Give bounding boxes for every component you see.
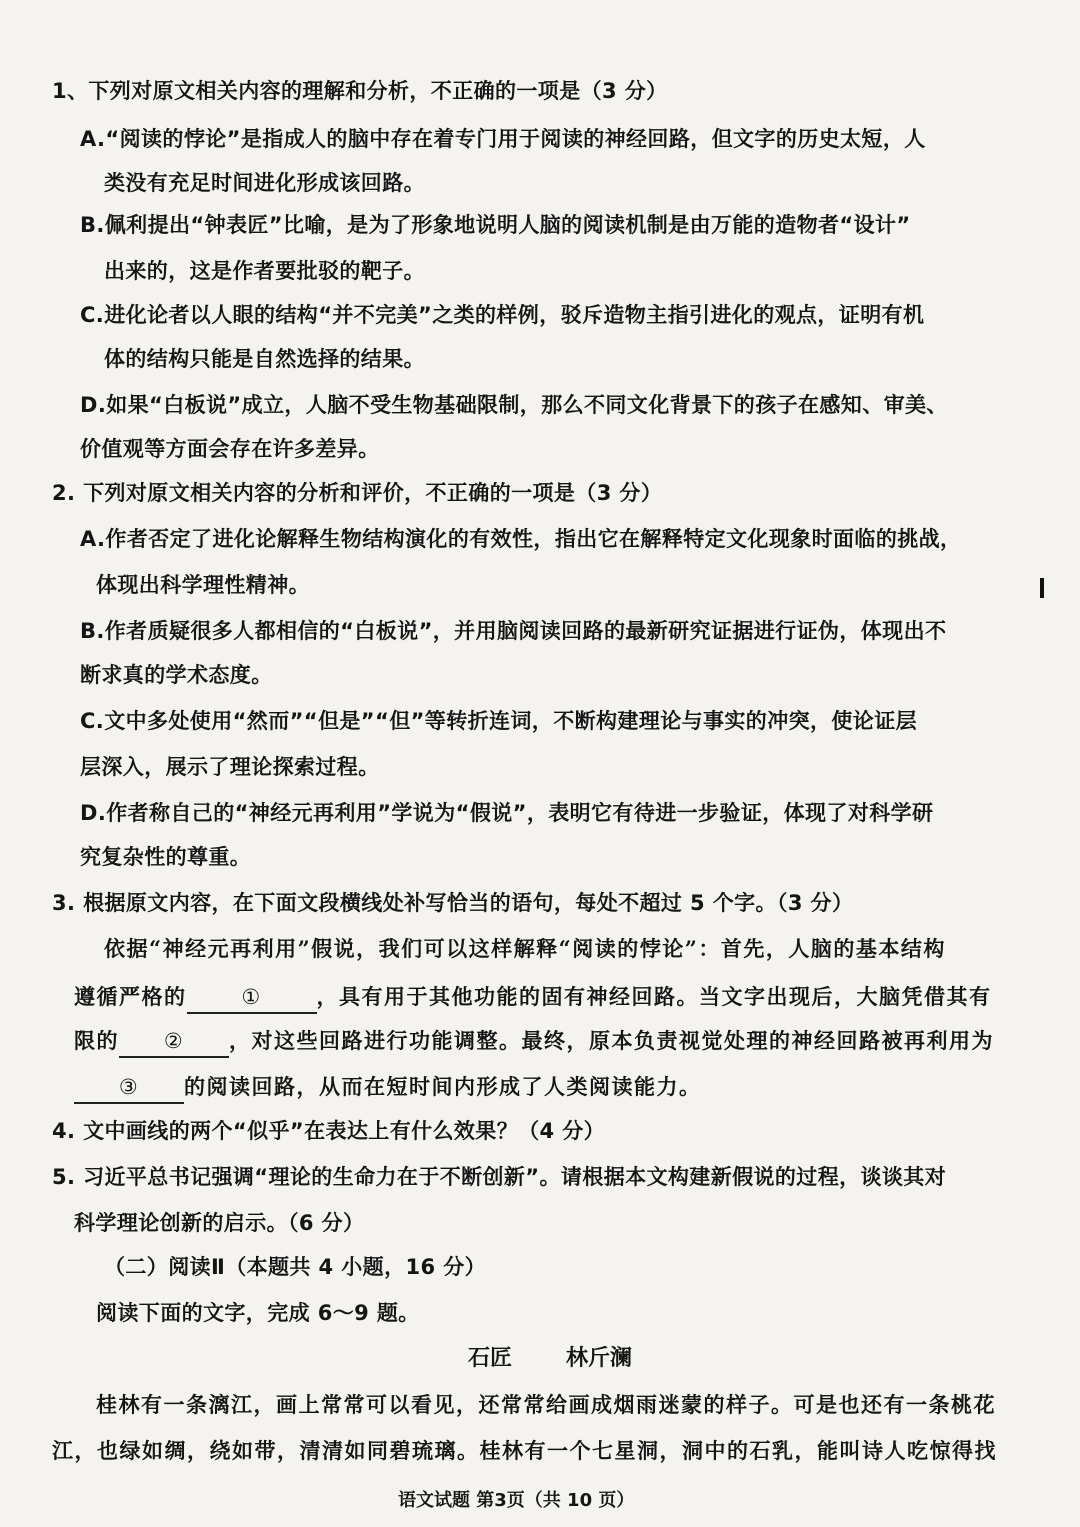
q2-option-c-line1: C.文中多处使用“然而”“但是”“但”等转折连词，不断构建理论与事实的冲突，使论证层 (80, 709, 917, 733)
q1-option-a-line1: A.“阅读的悖论”是指成人的脑中存在着专门用于阅读的神经回路，但文字的历史太短，人 (80, 127, 926, 151)
q3-text-before-blank2: 限的 (74, 1028, 119, 1053)
q3-blank-1[interactable]: ① (187, 982, 317, 1014)
q3-text-after-blank3: 的阅读回路，从而在短时间内形成了人类阅读能力。 (184, 1074, 702, 1099)
q3-stem: 3. 根据原文内容，在下面文段横线处补写恰当的语句，每处不超过 5 个字。（3 分） (52, 891, 854, 915)
q2-stem: 2. 下列对原文相关内容的分析和评价，不正确的一项是（3 分） (52, 481, 663, 505)
q1-option-d-line2: 价值观等方面会存在许多差异。 (80, 437, 380, 461)
q2-option-b-line1: B.作者质疑很多人都相信的“白板说”，并用脑阅读回路的最新研究证据进行证伪，体现出不 (80, 619, 947, 643)
q3-passage-line4 (74, 1072, 702, 1104)
q3-text-before-blank1: 遵循严格的 (74, 984, 187, 1009)
story-paragraph-line2: 江，也绿如绸，绕如带，清清如同碧琉璃。桂林有一个七星洞，洞中的石乳，能叫诗人吃惊得找 (52, 1438, 997, 1463)
q4-stem: 4. 文中画线的两个“似乎”在表达上有什么效果？（4 分） (52, 1119, 606, 1143)
q1-option-a-line2: 类没有充足时间进化形成该回路。 (104, 171, 425, 195)
q3-blank-2[interactable]: ② (119, 1026, 229, 1058)
q2-option-c-line2: 层深入，展示了理论探索过程。 (80, 755, 380, 779)
q2-option-d-line2: 究复杂性的尊重。 (80, 845, 252, 869)
q3-passage-line1: 依据“神经元再利用”假说，我们可以这样解释“阅读的悖论”：首先，人脑的基本结构 (104, 936, 946, 961)
q1-option-c-line2: 体的结构只能是自然选择的结果。 (104, 347, 425, 371)
q1-stem: 1、下列对原文相关内容的理解和分析，不正确的一项是（3 分） (52, 79, 668, 103)
scan-mark (1040, 578, 1044, 598)
q2-option-a-line2: 体现出科学理性精神。 (96, 573, 310, 597)
story-author: 林斤澜 (566, 1346, 633, 1371)
q5-stem-line1: 5. 习近平总书记强调“理论的生命力在于不断创新”。请根据本文构建新假说的过程，谈谈其对 (52, 1165, 947, 1189)
q5-stem-line2: 科学理论创新的启示。（6 分） (74, 1211, 365, 1235)
page-footer: 语文试题 第3页（共 10 页） (398, 1490, 635, 1511)
q3-passage-line3 (74, 1026, 994, 1058)
q2-option-a-line1: A.作者否定了进化论解释生物结构演化的有效性，指出它在解释特定文化现象时面临的挑战， (80, 527, 962, 551)
story-paragraph-line1: 桂林有一条漓江，画上常常可以看见，还常常给画成烟雨迷蒙的样子。可是也还有一条桃花 (96, 1392, 996, 1417)
q2-option-b-line2: 断求真的学术态度。 (80, 663, 273, 687)
q3-passage-line2 (74, 982, 992, 1014)
section2-instruction: 阅读下面的文字，完成 6～9 题。 (96, 1301, 420, 1325)
story-title: 石匠 (468, 1346, 513, 1371)
q1-option-b-line2: 出来的，这是作者要批驳的靶子。 (104, 259, 425, 283)
q1-option-c-line1: C.进化论者以人眼的结构“并不完美”之类的样例，驳斥造物主指引进化的观点，证明有机 (80, 303, 925, 327)
q3-text-after-blank1: ，具有用于其他功能的固有神经回路。当文字出现后，大脑凭借其有 (316, 984, 992, 1009)
q2-option-d-line1: D.作者称自己的“神经元再利用”学说为“假说”，表明它有待进一步验证，体现了对科学研 (80, 801, 934, 825)
section2-heading: （二）阅读Ⅱ（本题共 4 小题，16 分） (104, 1255, 486, 1279)
q3-text-after-blank2: ，对这些回路进行功能调整。最终，原本负责视觉处理的神经回路被再利用为 (229, 1028, 994, 1053)
q3-blank-3[interactable]: ③ (74, 1072, 184, 1104)
q1-option-b-line1: B.佩利提出“钟表匠”比喻，是为了形象地说明人脑的阅读机制是由万能的造物者“设计” (80, 213, 911, 237)
q1-option-d-line1: D.如果“白板说”成立，人脑不受生物基础限制，那么不同文化背景下的孩子在感知、审美、 (80, 393, 948, 417)
